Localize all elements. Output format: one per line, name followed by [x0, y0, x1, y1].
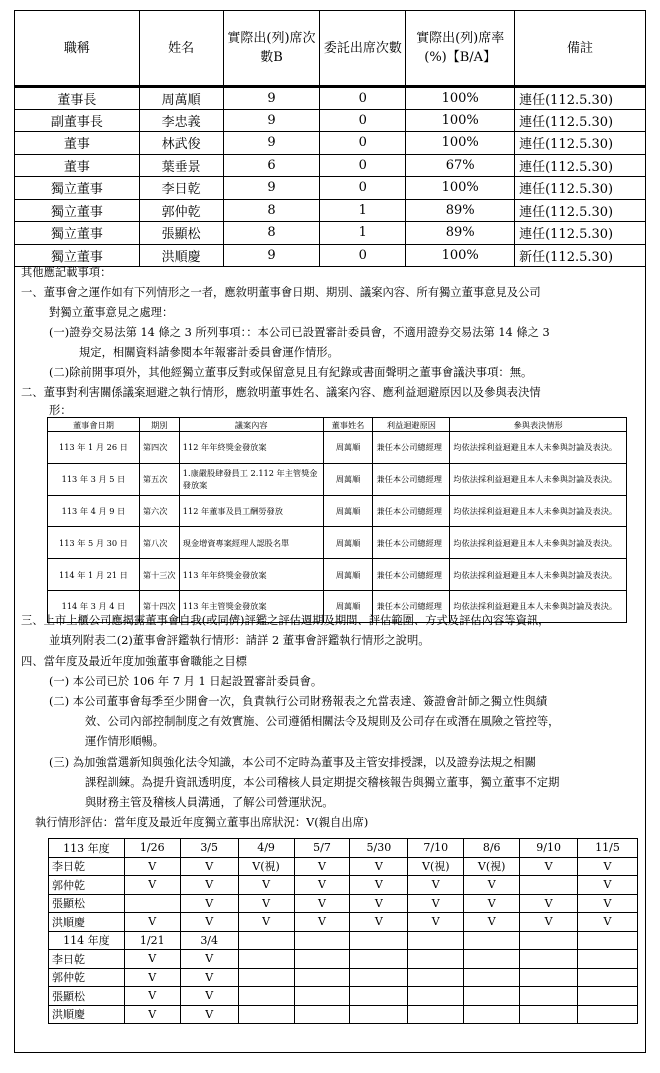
row-note: 連任(112.5.30) — [515, 199, 646, 222]
grid-mark: V — [464, 894, 520, 913]
row-title: 董事長 — [15, 87, 140, 110]
grid-director-row — [49, 987, 638, 1006]
director-row — [15, 154, 646, 177]
grid-mark — [464, 968, 520, 987]
row-proxy: 0 — [320, 244, 406, 267]
row-name: 林武俊 — [139, 132, 223, 155]
grid-director-row — [49, 1005, 638, 1024]
item2-cont: 形： — [49, 404, 72, 417]
row-title: 獨立董事 — [15, 222, 140, 245]
conflict-content: 113 年主管獎金發放案 — [179, 590, 323, 622]
grid-date — [408, 931, 464, 950]
conflict-content: 1.康嚴股肆發員工 2.112 年主管獎金發放案 — [179, 463, 323, 495]
conflict-date: 113 年 1 月 26 日 — [48, 432, 140, 464]
director-attendance-table — [14, 10, 646, 267]
row-note: 連任(112.5.30) — [515, 154, 646, 177]
grid-mark: V — [464, 876, 520, 895]
grid-mark: V — [294, 857, 350, 876]
grid-director-name: 李日乾 — [49, 857, 125, 876]
grid-mark — [294, 987, 350, 1006]
grid-mark — [464, 950, 520, 969]
conflict-vote: 均依法採利益迴避且本人未參與討論及表決。 — [450, 463, 627, 495]
grid-mark — [238, 1005, 294, 1024]
grid-director-row — [49, 857, 638, 876]
conflict-reason: 兼任本公司總經理 — [373, 590, 450, 622]
item4-c3: 與財務主管及稽核人員溝通，了解公司營運狀況。 — [85, 796, 334, 809]
grid-mark — [578, 1005, 638, 1024]
item1-cont: 對獨立董事意見之處理： — [49, 306, 174, 319]
grid-mark: V — [124, 968, 180, 987]
header-attended: 實際出(列)席次數B — [223, 11, 320, 87]
conflict-row — [48, 559, 627, 591]
grid-mark: V — [180, 857, 238, 876]
grid-mark — [408, 968, 464, 987]
header-proxy: 委託出席次數 — [320, 11, 406, 87]
row-note: 連任(112.5.30) — [515, 109, 646, 132]
grid-mark: V — [294, 876, 350, 895]
grid-date: 7/10 — [408, 839, 464, 858]
conflict-reason: 兼任本公司總經理 — [373, 559, 450, 591]
grid-mark: V — [520, 857, 578, 876]
grid-mark — [238, 987, 294, 1006]
grid-mark: V — [520, 894, 578, 913]
conflict-director: 周萬順 — [323, 463, 373, 495]
conflict-date: 114 年 1 月 21 日 — [48, 559, 140, 591]
grid-date: 3/4 — [180, 931, 238, 950]
row-attended: 6 — [223, 154, 320, 177]
row-rate: 100% — [406, 87, 515, 110]
conflict-row — [48, 527, 627, 559]
conflict-session: 第八次 — [139, 527, 179, 559]
item4-c1: (三) 為加強當選新知與強化法令知識，本公司不定時為董事及主管安排授課，以及證券法規之相關 — [49, 756, 536, 769]
grid-mark: V — [350, 913, 408, 932]
conflict-row — [48, 432, 627, 464]
row-note: 連任(112.5.30) — [515, 177, 646, 200]
row-name: 郭仲乾 — [139, 199, 223, 222]
grid-date: 1/21 — [124, 931, 180, 950]
grid-mark: V — [350, 876, 408, 895]
grid-mark: V — [350, 894, 408, 913]
grid-date — [350, 931, 408, 950]
grid-year-label: 113 年度 — [49, 839, 125, 858]
header-note: 備註 — [515, 11, 646, 87]
conflict-director: 周萬順 — [323, 559, 373, 591]
conflict-director: 周萬順 — [323, 432, 373, 464]
grid-year-row — [49, 839, 638, 858]
grid-mark: V — [238, 913, 294, 932]
conflict-content: 113 年年終獎金發放案 — [179, 559, 323, 591]
conflict-of-interest-table — [47, 417, 627, 623]
conflict-reason: 兼任本公司總經理 — [373, 527, 450, 559]
grid-mark: V — [180, 894, 238, 913]
conflict-header-reason: 利益迴避原因 — [373, 418, 450, 432]
grid-mark — [238, 968, 294, 987]
grid-mark — [464, 987, 520, 1006]
director-row — [15, 199, 646, 222]
grid-mark: V — [180, 987, 238, 1006]
grid-mark — [408, 987, 464, 1006]
conflict-row — [48, 590, 627, 622]
director-row — [15, 109, 646, 132]
grid-director-name: 洪順慶 — [49, 913, 125, 932]
conflict-director: 周萬順 — [323, 590, 373, 622]
grid-date: 1/26 — [124, 839, 180, 858]
grid-mark: V — [408, 894, 464, 913]
item1-a: (一)證券交易法第 14 條之 3 所列事項：：本公司已設置審計委員會，不適用證券交易法第 14 條之 3 — [49, 326, 550, 339]
grid-mark: V — [464, 913, 520, 932]
grid-mark — [350, 987, 408, 1006]
item2: 二、董事對利害關係議案迴避之執行情形，應敘明董事姓名、議案內容、應利益迴避原因以及參與表決情 — [21, 386, 541, 399]
grid-date — [520, 931, 578, 950]
grid-mark: V — [124, 950, 180, 969]
row-attended: 8 — [223, 199, 320, 222]
item3: 三、上市上櫃公司應揭露董事會自我(或同儕)評鑑之評估週期及期間、評估範圍、方式及評估內容等資訊， — [21, 614, 550, 627]
item1: 一、董事會之運作如有下列情形之一者，應敘明董事會日期、期別、議案內容、所有獨立董事意見及公司 — [21, 286, 541, 299]
grid-director-row — [49, 913, 638, 932]
grid-director-row — [49, 950, 638, 969]
grid-mark: V(視) — [464, 857, 520, 876]
row-rate: 100% — [406, 177, 515, 200]
conflict-session: 第十四次 — [139, 590, 179, 622]
conflict-reason: 兼任本公司總經理 — [373, 463, 450, 495]
grid-mark: V — [124, 876, 180, 895]
grid-director-row — [49, 968, 638, 987]
grid-mark: V(視) — [238, 857, 294, 876]
conflict-vote: 均依法採利益迴避且本人未參與討論及表決。 — [450, 495, 627, 527]
grid-mark: V — [294, 894, 350, 913]
grid-mark — [520, 987, 578, 1006]
conflict-vote: 均依法採利益迴避且本人未參與討論及表決。 — [450, 432, 627, 464]
grid-mark — [238, 950, 294, 969]
row-title: 董事 — [15, 154, 140, 177]
conflict-content: 112 年董事及員工酬勞發放 — [179, 495, 323, 527]
grid-director-name: 郭仲乾 — [49, 968, 125, 987]
grid-mark: V — [350, 857, 408, 876]
conflict-vote: 均依法採利益迴避且本人未參與討論及表決。 — [450, 527, 627, 559]
grid-director-name: 張顯松 — [49, 894, 125, 913]
row-attended: 9 — [223, 87, 320, 110]
grid-mark — [578, 968, 638, 987]
grid-mark: V — [238, 876, 294, 895]
conflict-director: 周萬順 — [323, 527, 373, 559]
grid-mark: V — [124, 987, 180, 1006]
row-attended: 9 — [223, 109, 320, 132]
grid-date — [238, 931, 294, 950]
row-name: 李日乾 — [139, 177, 223, 200]
conflict-header-row — [48, 418, 627, 432]
row-rate: 89% — [406, 199, 515, 222]
conflict-session: 第五次 — [139, 463, 179, 495]
grid-mark: V — [124, 857, 180, 876]
grid-mark — [294, 1005, 350, 1024]
grid-director-row — [49, 876, 638, 895]
conflict-content: 112 年年終獎金發放案 — [179, 432, 323, 464]
grid-mark — [578, 987, 638, 1006]
grid-mark — [350, 1005, 408, 1024]
grid-mark: V — [180, 950, 238, 969]
conflict-reason: 兼任本公司總經理 — [373, 495, 450, 527]
grid-mark — [124, 894, 180, 913]
item4: 四、當年度及最近年度加強董事會職能之目標 — [21, 655, 247, 668]
row-attended: 9 — [223, 177, 320, 200]
director-row — [15, 222, 646, 245]
row-title: 獨立董事 — [15, 177, 140, 200]
row-note: 新任(112.5.30) — [515, 244, 646, 267]
grid-date: 5/30 — [350, 839, 408, 858]
item4-b3: 運作情形順暢。 — [85, 735, 165, 748]
grid-mark: V — [408, 876, 464, 895]
item4-a: (一) 本公司已於 106 年 7 月 1 日起設置審計委員會。 — [49, 675, 323, 688]
director-row — [15, 177, 646, 200]
header-rate: 實際出(列)席率(%)【B/A】 — [406, 11, 515, 87]
grid-mark — [520, 1005, 578, 1024]
conflict-vote: 均依法採利益迴避且本人未參與討論及表決。 — [450, 590, 627, 622]
director-row — [15, 132, 646, 155]
row-proxy: 0 — [320, 87, 406, 110]
header-row — [15, 11, 646, 87]
grid-date — [578, 931, 638, 950]
conflict-header-director: 董事姓名 — [323, 418, 373, 432]
row-rate: 100% — [406, 132, 515, 155]
independent-director-attendance-grid — [48, 838, 638, 1024]
grid-mark: V — [124, 913, 180, 932]
conflict-date: 113 年 3 月 5 日 — [48, 463, 140, 495]
item4-b2: 效、公司內部控制制度之有效實施、公司遵循相關法令及規則及公司存在或潛在風險之管控等， — [85, 715, 560, 728]
grid-mark — [294, 950, 350, 969]
grid-mark — [520, 876, 578, 895]
conflict-date: 113 年 4 月 9 日 — [48, 495, 140, 527]
conflict-row — [48, 495, 627, 527]
grid-mark: V — [294, 913, 350, 932]
conflict-header-content: 議案內容 — [179, 418, 323, 432]
row-rate: 100% — [406, 109, 515, 132]
row-attended: 9 — [223, 132, 320, 155]
grid-date: 4/9 — [238, 839, 294, 858]
grid-date — [464, 931, 520, 950]
row-title: 獨立董事 — [15, 199, 140, 222]
row-title: 董事 — [15, 132, 140, 155]
row-name: 葉垂景 — [139, 154, 223, 177]
conflict-header-date: 董事會日期 — [48, 418, 140, 432]
grid-date: 3/5 — [180, 839, 238, 858]
row-proxy: 0 — [320, 154, 406, 177]
row-note: 連任(112.5.30) — [515, 132, 646, 155]
grid-mark — [520, 968, 578, 987]
grid-year-label: 114 年度 — [49, 931, 125, 950]
conflict-date: 113 年 5 月 30 日 — [48, 527, 140, 559]
grid-mark: V — [578, 876, 638, 895]
row-name: 李忠義 — [139, 109, 223, 132]
grid-date: 11/5 — [578, 839, 638, 858]
row-attended: 9 — [223, 244, 320, 267]
row-name: 周萬順 — [139, 87, 223, 110]
grid-mark — [578, 950, 638, 969]
grid-mark — [294, 968, 350, 987]
row-proxy: 1 — [320, 222, 406, 245]
conflict-header-vote: 參與表決情形 — [450, 418, 627, 432]
grid-mark: V — [408, 913, 464, 932]
grid-date: 5/7 — [294, 839, 350, 858]
row-proxy: 1 — [320, 199, 406, 222]
grid-mark: V — [578, 894, 638, 913]
grid-mark: V — [578, 857, 638, 876]
grid-mark: V — [180, 913, 238, 932]
header-title: 職稱 — [15, 11, 140, 87]
notes-intro: 其他應記載事項： — [21, 266, 112, 279]
grid-director-name: 郭仲乾 — [49, 876, 125, 895]
grid-director-row — [49, 894, 638, 913]
conflict-reason: 兼任本公司總經理 — [373, 432, 450, 464]
row-title: 獨立董事 — [15, 244, 140, 267]
header-name: 姓名 — [139, 11, 223, 87]
item4-c2: 課程訓練。為提升資訊透明度，本公司稽核人員定期提交稽核報告與獨立董事，獨立董事不定期 — [85, 776, 560, 789]
row-proxy: 0 — [320, 109, 406, 132]
conflict-content: 現金增資專案經理人認股名單 — [179, 527, 323, 559]
grid-mark: V — [180, 1005, 238, 1024]
grid-mark: V(視) — [408, 857, 464, 876]
conflict-session: 第十三次 — [139, 559, 179, 591]
grid-mark: V — [124, 1005, 180, 1024]
grid-mark: V — [238, 894, 294, 913]
row-rate: 100% — [406, 244, 515, 267]
grid-director-name: 李日乾 — [49, 950, 125, 969]
row-attended: 8 — [223, 222, 320, 245]
conflict-session: 第六次 — [139, 495, 179, 527]
item3-cont: 並填列附表二(2)董事會評鑑執行情形：請詳 2 董事會評鑑執行情形之說明。 — [49, 634, 430, 647]
grid-director-name: 張顯松 — [49, 987, 125, 1006]
item4-b1: (二) 本公司董事會每季至少開會一次，負責執行公司財務報表之允當表達、簽證會計師之獨立性與績 — [49, 695, 548, 708]
grid-date: 9/10 — [520, 839, 578, 858]
conflict-header-session: 期別 — [139, 418, 179, 432]
grid-year-row — [49, 931, 638, 950]
grid-mark — [520, 950, 578, 969]
grid-mark: V — [180, 876, 238, 895]
evaluation-line: 執行情形評估：當年度及最近年度獨立董事出席狀況：V(親自出席) — [35, 816, 369, 829]
row-note: 連任(112.5.30) — [515, 87, 646, 110]
row-rate: 67% — [406, 154, 515, 177]
row-name: 洪順慶 — [139, 244, 223, 267]
row-note: 連任(112.5.30) — [515, 222, 646, 245]
row-title: 副董事長 — [15, 109, 140, 132]
grid-mark: V — [180, 968, 238, 987]
grid-date — [294, 931, 350, 950]
row-name: 張顯松 — [139, 222, 223, 245]
grid-mark — [350, 950, 408, 969]
grid-date: 8/6 — [464, 839, 520, 858]
row-proxy: 0 — [320, 132, 406, 155]
item1-b: (二)除前開事項外，其他經獨立董事反對或保留意見且有紀錄或書面聲明之董事會議決事項：無。 — [49, 366, 533, 379]
grid-mark — [408, 950, 464, 969]
grid-mark: V — [520, 913, 578, 932]
grid-mark — [464, 1005, 520, 1024]
conflict-session: 第四次 — [139, 432, 179, 464]
row-proxy: 0 — [320, 177, 406, 200]
director-row — [15, 87, 646, 110]
grid-mark — [408, 1005, 464, 1024]
item1-a-cont: 規定，相關資料請參閱本年報審計委員會運作情形。 — [79, 346, 339, 359]
grid-mark: V — [578, 913, 638, 932]
row-rate: 89% — [406, 222, 515, 245]
grid-mark — [350, 968, 408, 987]
grid-director-name: 洪順慶 — [49, 1005, 125, 1024]
conflict-date: 114 年 3 月 4 日 — [48, 590, 140, 622]
conflict-director: 周萬順 — [323, 495, 373, 527]
conflict-vote: 均依法採利益迴避且本人未參與討論及表決。 — [450, 559, 627, 591]
conflict-row — [48, 463, 627, 495]
